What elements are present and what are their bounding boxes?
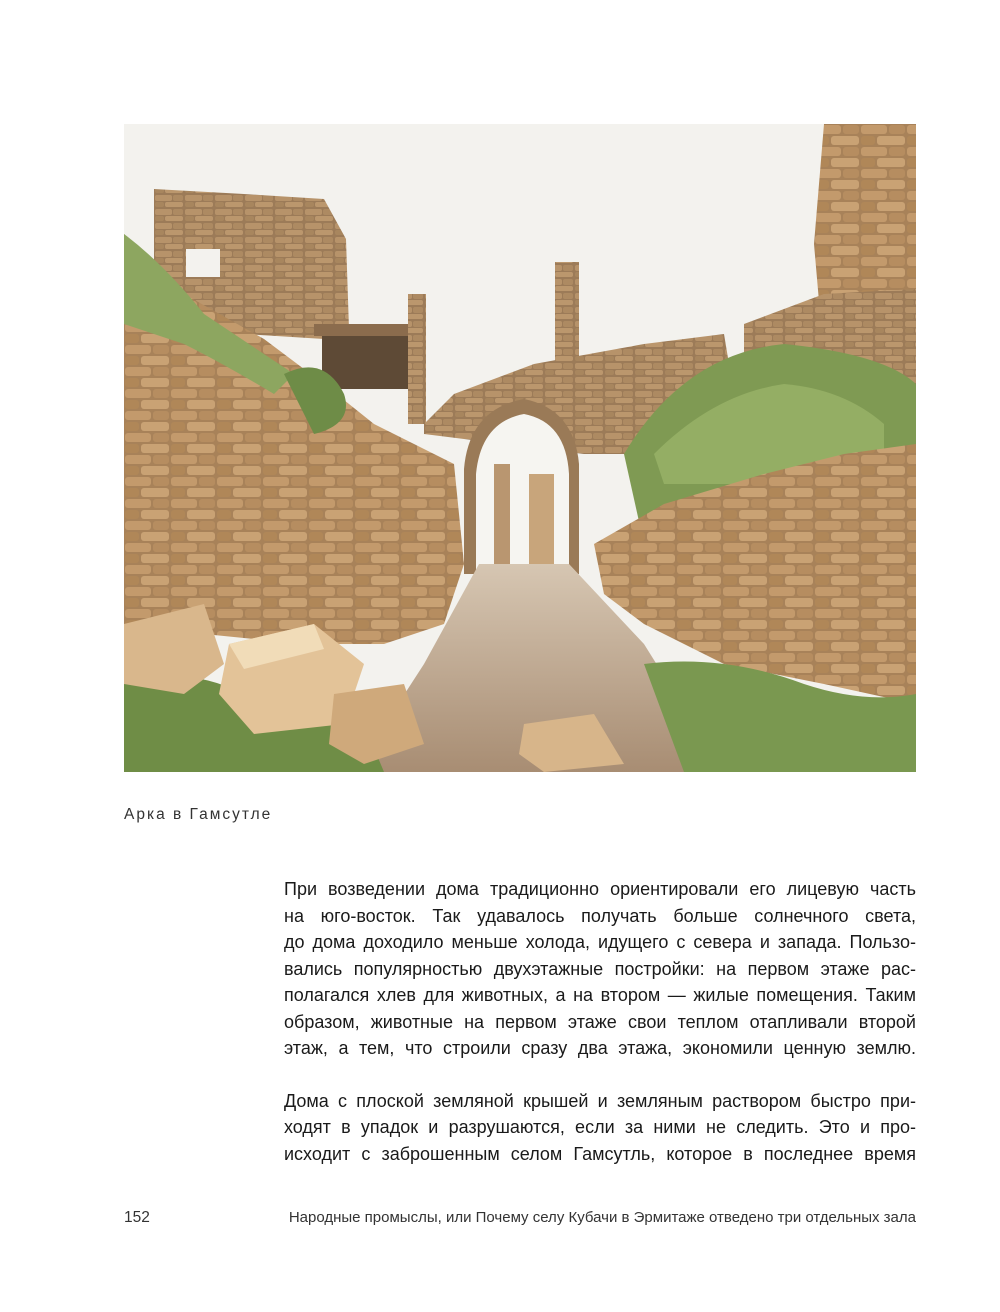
running-title: Народные промыслы, или Почему селу Кубачи в Эрмитаже отведено три отдельных зала [288, 1209, 916, 1226]
text-line: исходит с заброшенным селом Гамсутль, которое в последнее время [284, 1143, 916, 1164]
text-line: вались популярностью двухэтажные постройки: на первом этаже рас- [284, 958, 916, 979]
text-line: на юго-восток. Так удавалось получать больше солнечного света, [284, 905, 916, 926]
text-line: При возведении дома традиционно ориентировали его лицевую часть [284, 879, 916, 899]
paragraph [284, 1088, 916, 1168]
text-line: образом, животные на первом этаже свои теплом отапливали второй [284, 1011, 916, 1032]
text-line: до дома доходило меньше холода, идущего с севера и запада. Пользо- [284, 932, 916, 952]
photo-illustration [124, 124, 916, 772]
figure-caption: Арка в Гамсутле [124, 806, 273, 823]
body-text [284, 876, 916, 1167]
photo-arch-gamsutl [124, 124, 916, 772]
page-number: 152 [124, 1209, 150, 1226]
text-line: полагался хлев для животных, а на втором — жилые помещения. Таким [284, 985, 916, 1005]
text-line: Дома с плоской земляной крышей и земляным раствором быстро при- [284, 1090, 916, 1111]
text-line: ходят в упадок и разрушаются, если за ними не следить. Это и про- [284, 1117, 916, 1137]
stone-pillar-center [555, 262, 579, 362]
paragraph [284, 876, 916, 1062]
text-line: этаж, а тем, что строили сразу два этажа, экономили ценную землю. [284, 1038, 916, 1058]
stone-pillar-left [408, 294, 426, 424]
